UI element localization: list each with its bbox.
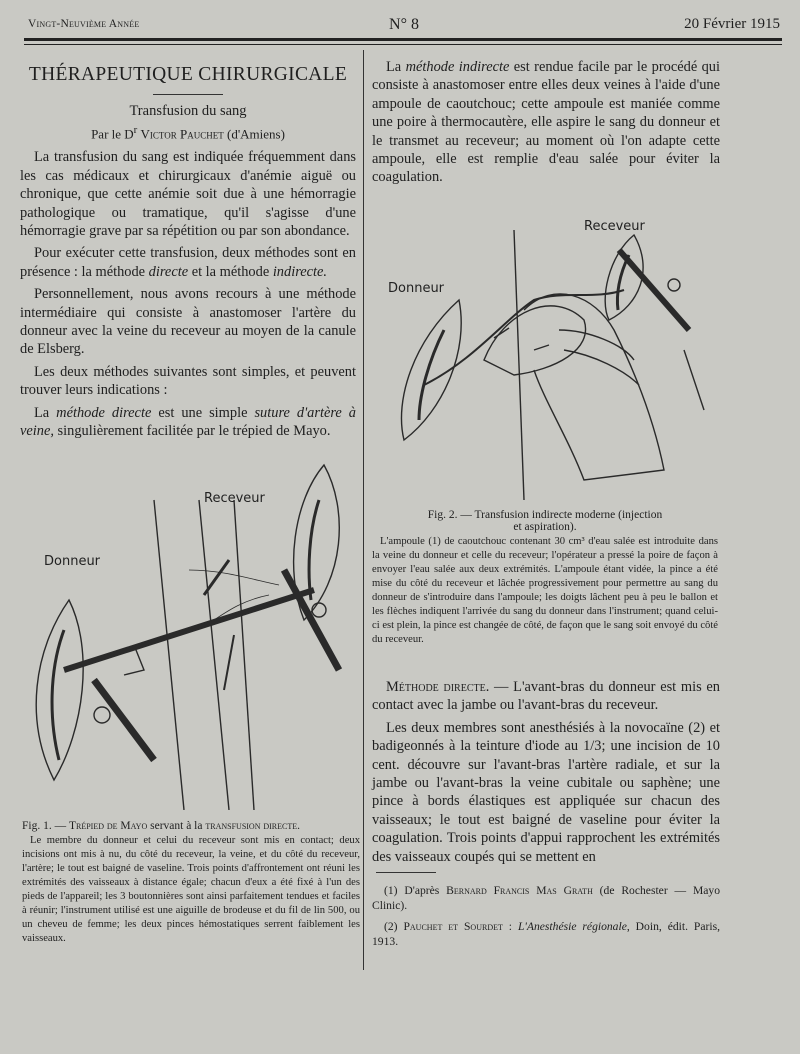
paragraph-personal: Personnellement, nous avons recours à une méthode intermédiaire qui consiste à anastomoser l'artère du donneur avec la veine du receveur au moyen de la canule de Elsberg. [20,286,356,358]
limb-outline [199,500,229,810]
pince [619,250,689,330]
tripod-bar [64,590,314,670]
article-byline [20,124,356,142]
paragraph-methode-directe [372,678,720,715]
pince-screw [312,603,326,617]
figure-1-caption-title [22,820,360,832]
label-receveur-2: Receveur [584,219,645,234]
incision-receveur [605,235,643,320]
label-receveur: Receveur [204,491,265,506]
pince-screw [94,707,110,723]
paragraph-methods [20,244,356,281]
author-place: (d'Amiens) [226,126,285,142]
pince-screw [668,279,680,291]
paragraph-anesthesie: Les deux membres sont anesthésiés à la novocaïne (2) et badigeonnés à la teinture d'iode au 1/3; une incision de 10 cent. découvre sur l'avant-bras l'artère radiale, et sur la jambe ou l'avant-bras la veine cubitale ou saphène; une pince à bords élastiques est appliquée sur chacun des vaisseaux; le tout est baigné de vaseline pour éviter la coagulation. Trois points d'appui rapprochent les extrémités des vaisseaux coupés qui se mettent en [372,719,720,865]
figure-2-caption-title-1: Fig. 2. — Transfusion indirecte moderne (injection [427,509,663,521]
text-run: est une simple [151,404,255,421]
paragraph-simple: Les deux méthodes suivantes sont simples, et peuvent trouver leurs indications : [20,363,356,399]
text-run-italic: directe [148,263,189,280]
text-run-italic: méthode indirecte [405,59,510,75]
footnote-rule [376,872,436,873]
figure-1-caption-text: Le membre du donneur et celui du receveur sont mis en contact; deux incisions ont mis à nu, du côté du receveur, la veine, et du côté du receveur, l'artère; le tout est baigné de vaseline. Trois points d'affrontement ont réuni les extrémités des vaisseaux à distance égale; chacun d'eux a été fixé à l'un des pieds de l'appareil; les 3 boutonnières sont ainsi parfaitement tendues et faciles à réunir; l'instrument utilisé est une aiguille de brodeuse et du fil de lin 500, ou un cheveu de femme; les deux pinces hémostatiques serrent faiblement les vaisseaux. [22,835,360,944]
suture-thread [189,570,279,585]
finger [564,350,639,385]
limb-outline [234,500,254,810]
paragraph-intro: La transfusion du sang est indiquée fréquemment dans les cas médicaux et chirurgicaux d'anémie aiguë ou chronique, que cette anémie soit due à une hémorragie pathologique ou tramatique, qu'il s'agisse d'une hémorragie grave par sa répétition ou par son abondance. [20,149,356,239]
text-run: (2) [384,920,404,933]
hand-outline [524,294,664,480]
section-heading: Méthode directe. [386,679,490,695]
text-run: (1) D'après [384,884,447,897]
pince-right [284,570,339,670]
ampoule-bulb [484,306,586,375]
running-header [28,16,780,38]
footnote-2 [372,919,720,949]
text-run: , Doin, édit. Paris, 1913. [372,920,720,948]
label-donneur-2: Donneur [388,281,445,296]
pince-left [94,680,154,760]
vessel-donneur [52,630,64,760]
right-column [372,58,720,191]
text-run-italic: L'Anesthésie régionale [517,920,627,933]
byline-prefix: Par le D [91,126,134,142]
figure-1-illustration [24,460,360,810]
text-run: La [34,404,57,421]
text-run: singulièrement facilitée par le trépied de Mayo. [53,423,331,440]
paragraph-indirect [372,58,720,187]
text-run: Bernard Francis Mas Grath [446,884,593,897]
flow-arrow [534,345,549,350]
paragraph-direct [20,404,356,441]
tripod-leg [204,560,229,595]
text-run: Pour exécuter cette transfusion, deux méthodes sont en présence : la méthode [20,245,356,280]
article-title: Transfusion du sang [129,103,247,119]
footnotes [372,883,720,955]
figure-2-illustration [384,210,714,500]
column-divider [363,50,364,970]
incision-donneur [36,600,83,780]
caption-run: servant à la [147,820,206,832]
text-run: : [502,920,518,933]
caption-run: Trépied de Mayo [68,820,148,832]
text-run: Pauchet et Sourdet [403,920,503,933]
figure-2-caption [372,509,718,647]
incision-donneur [401,300,461,440]
text-run: est rendue facile par le procédé qui consiste à anastomoser entre elles deux veines à l'aide d'une ampoule de caoutchouc; cette ampoule est maniée comme une poire à thermocautère, elle aspire le sang du donneur et le transmet au receveur; au moment où l'on adapte cette ampoule, elle est remplie d'eau salée pour éviter la coagulation. [372,59,720,186]
limb-outline [514,230,524,500]
tripod-leg [224,635,234,690]
label-donneur: Donneur [44,554,101,569]
header-year: Vingt-Neuvième Année [28,18,140,30]
methode-directe-section [372,678,720,870]
figure-2-caption-text: L'ampoule (1) de caoutchouc contenant 30 cm³ d'eau salée est introduite dans la veine du donneur et celle du receveur; l'opérateur a pressé la poire de façon à envoyer l'eau salée aux deux extrémités. L'ampoule étant vidée, la pince a été mise du côté du receveur et lâchée progressivement pour permettre au sang du donneur de s'introduire dans l'ampoule; les doigts lâchent peu à peu le ballon et les flèches indiquent l'arrivée du sang du donneur dans l'instrument; quand celui-ci est plein, la pince est changée de côté, de façon que le sang soit envoyé du côté du receveur. [372,536,718,645]
byline-sup: r [133,124,138,136]
section-title: THÉRAPEUTIQUE CHIRURGICALE [28,64,348,85]
caption-number: Fig. 1. — [22,820,67,832]
author-name: Victor Pauchet [140,126,224,142]
limb-outline [154,500,184,810]
figure-1-caption [22,820,360,946]
limb-outline [684,350,704,410]
text-run: La [386,59,406,75]
caption-run: transfusion directe. [205,820,301,832]
vessel-receveur [309,500,319,600]
header-rule-thick [24,38,782,41]
text-run-italic: suture d'artère à veine, [20,404,356,440]
figure-2-caption-title-2: et aspiration). [513,521,577,533]
footnote-1 [372,883,720,913]
text-run-italic: méthode directe [56,404,152,421]
header-date: 20 Février 1915 [684,16,780,32]
left-column [20,56,356,444]
header-issue-number: N° 8 [389,16,419,33]
title-divider [153,94,223,95]
text-run: (de Rochester — Mayo Clinic). [372,884,720,912]
text-run: et la méthode [188,263,273,280]
text-run-italic: indirecte. [272,263,328,280]
header-rule-thin [24,44,782,45]
text-run: — L'avant-bras du donneur est mis en contact avec la jambe ou l'avant-bras du receveur. [372,679,720,714]
